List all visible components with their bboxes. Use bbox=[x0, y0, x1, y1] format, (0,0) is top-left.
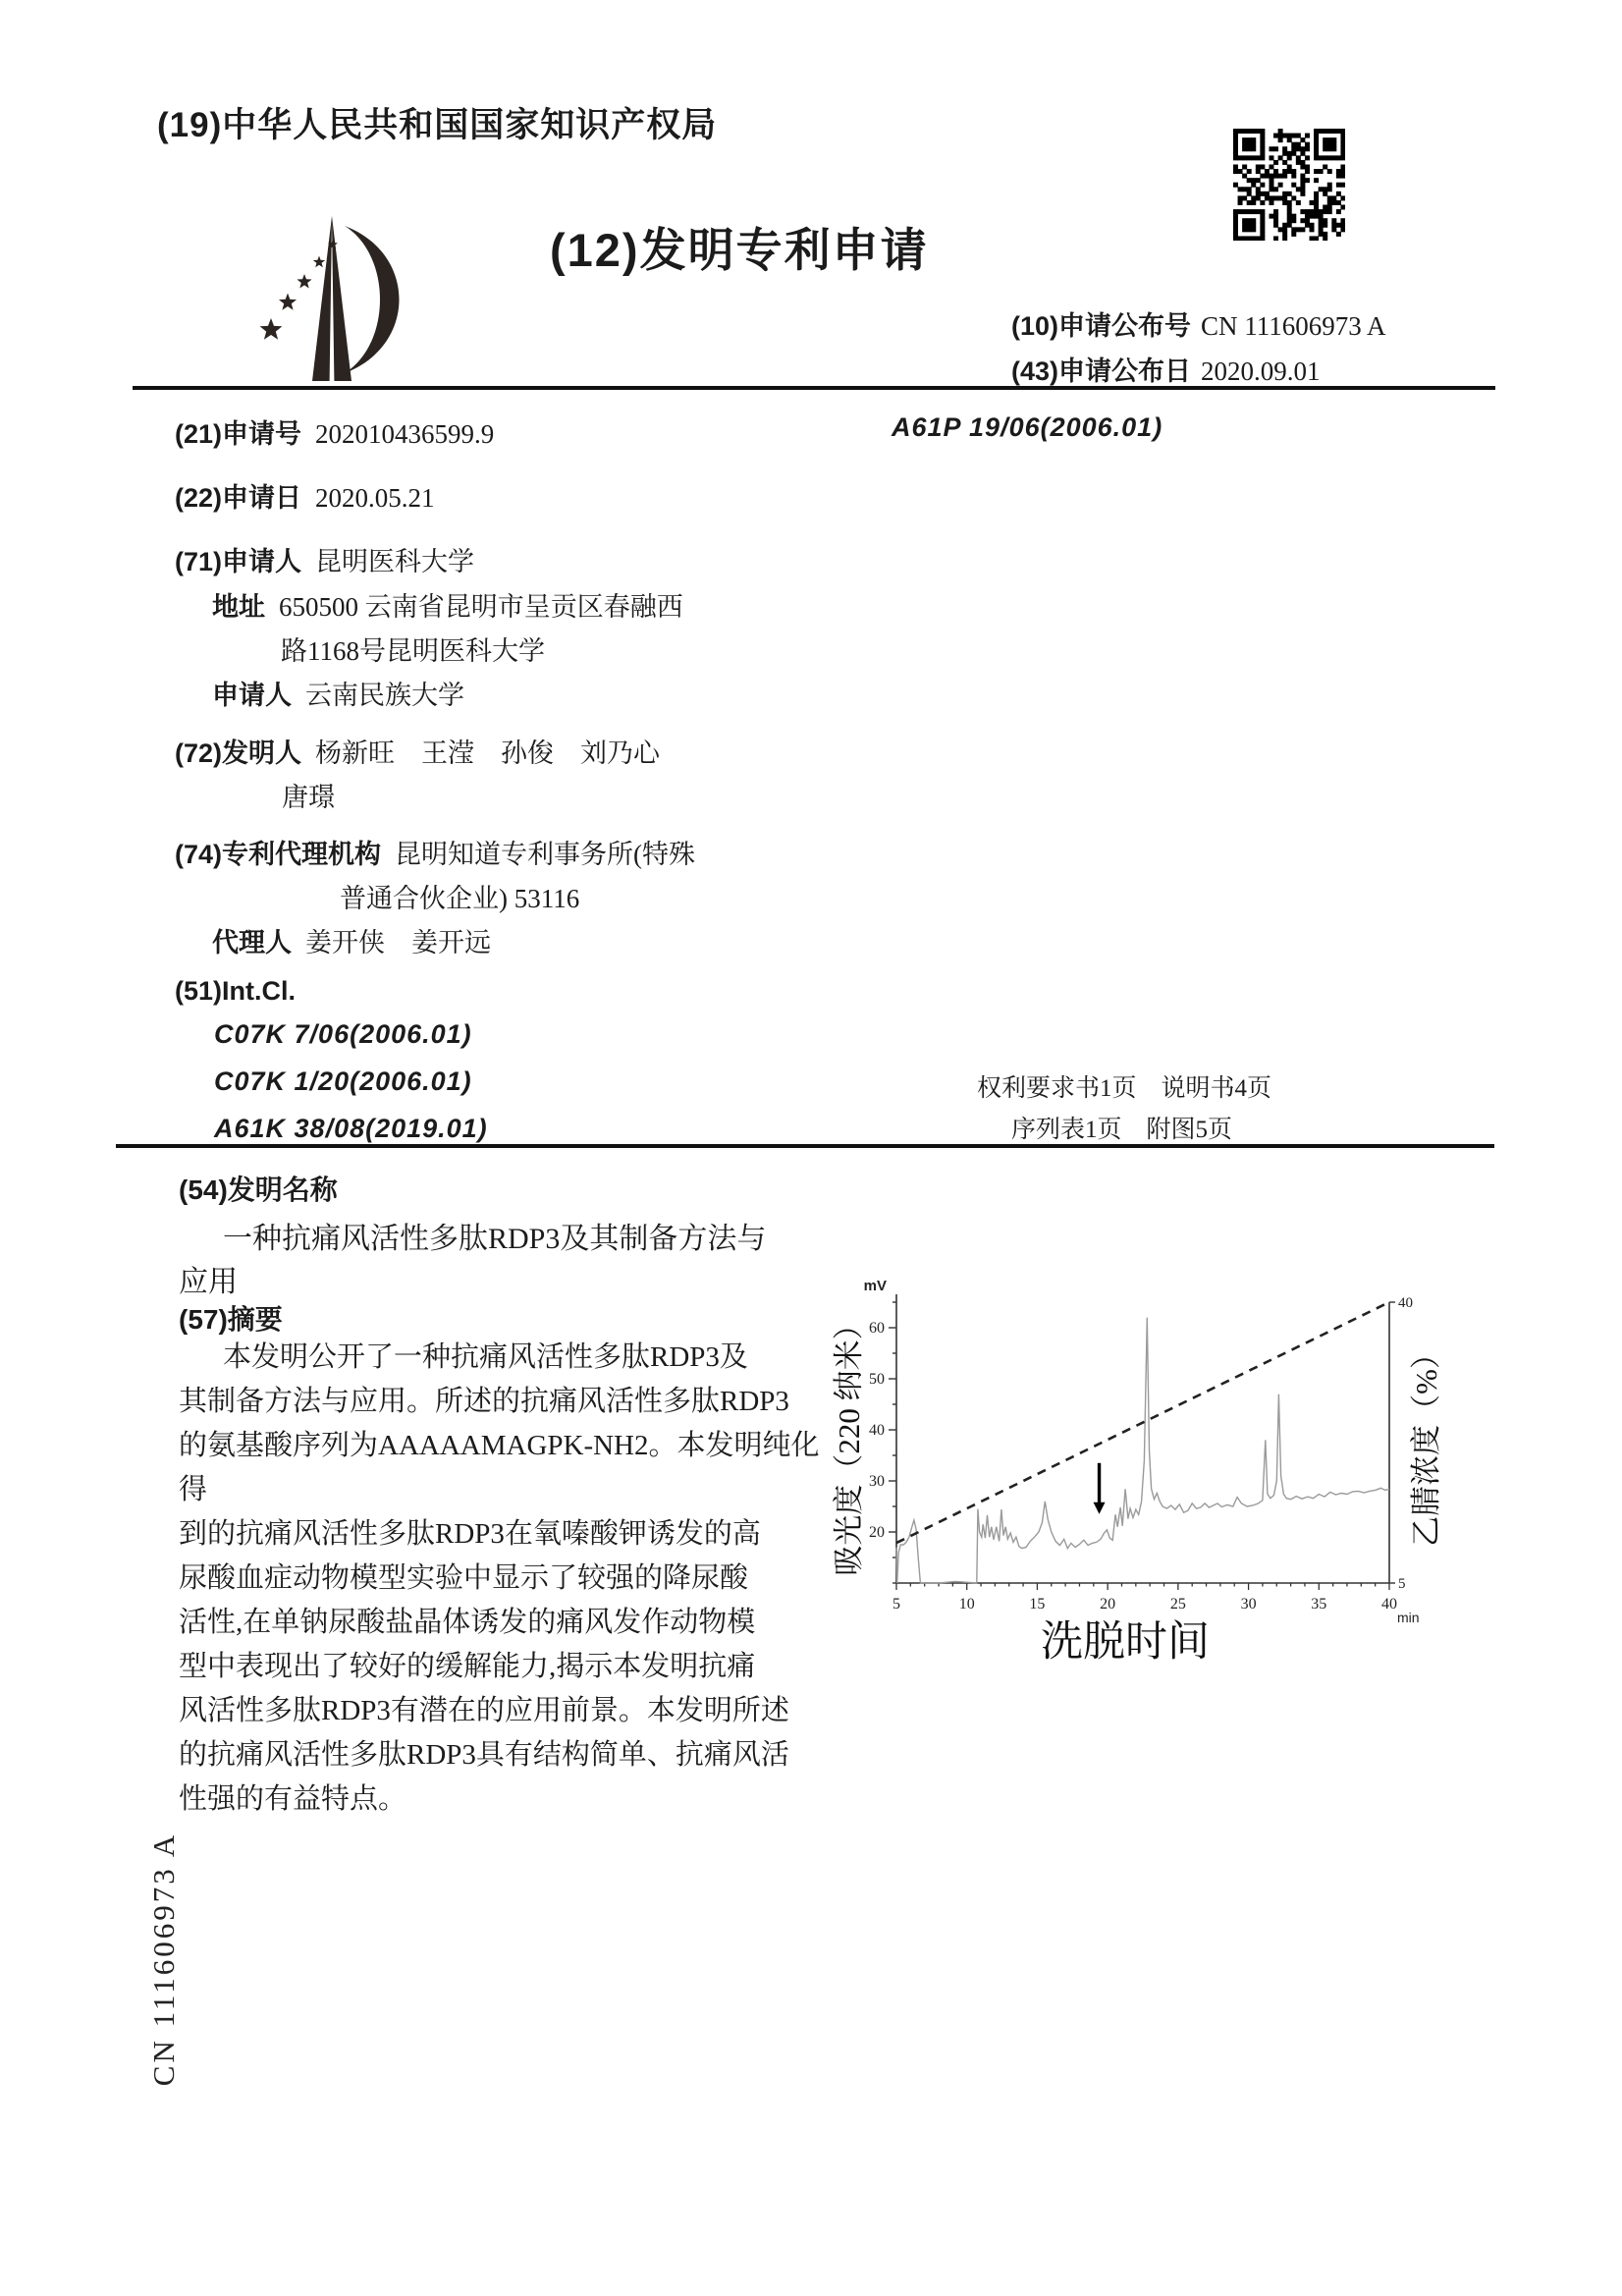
divider-rule-middle bbox=[116, 1144, 1494, 1148]
filing-date: 2020.05.21 bbox=[315, 483, 435, 513]
application-number-label: (21)申请号 bbox=[175, 419, 302, 449]
publication-number-label: (10)申请公布号 bbox=[1011, 311, 1192, 341]
svg-text:10: 10 bbox=[958, 1596, 975, 1613]
address-row bbox=[212, 585, 683, 624]
invention-title-line2: 应用 bbox=[179, 1266, 238, 1298]
applicant-label: (71)申请人 bbox=[175, 547, 302, 576]
applicant-1: 昆明医科大学 bbox=[315, 547, 475, 576]
svg-text:5: 5 bbox=[1398, 1576, 1406, 1592]
address-line2: 路1168号昆明医科大学 bbox=[281, 636, 545, 666]
abstract-line: 性强的有益特点。 bbox=[179, 1783, 407, 1815]
side-publication-code bbox=[130, 1812, 198, 2106]
application-number-row bbox=[175, 412, 494, 451]
svg-text:5: 5 bbox=[892, 1596, 900, 1613]
filing-date-row bbox=[175, 476, 435, 515]
abstract-line: 的抗痛风活性多肽RDP3具有结构简单、抗痛风活 bbox=[179, 1739, 789, 1771]
agency-label: (74)专利代理机构 bbox=[175, 840, 382, 869]
svg-text:20: 20 bbox=[869, 1524, 885, 1541]
address-label: 地址 bbox=[212, 592, 265, 622]
inventors-line1: 杨新旺 王滢 孙俊 刘乃心 bbox=[315, 738, 661, 768]
agency-line2: 普通合伙企业) 53116 bbox=[340, 884, 580, 913]
inventors-line2: 唐璟 bbox=[282, 783, 335, 812]
applicant-2: 云南民族大学 bbox=[305, 681, 464, 710]
svg-text:50: 50 bbox=[869, 1371, 885, 1388]
applicant2-row bbox=[212, 674, 464, 712]
star-icon bbox=[260, 318, 283, 340]
star-icon bbox=[279, 294, 297, 310]
svg-text:20: 20 bbox=[1100, 1596, 1116, 1613]
logo-crescent bbox=[345, 226, 400, 373]
inventors-label: (72)发明人 bbox=[175, 738, 302, 768]
filing-date-label: (22)申请日 bbox=[175, 483, 302, 513]
publication-number: CN 111606973 A bbox=[1201, 311, 1386, 341]
svg-text:吸光度（220 纳米）: 吸光度（220 纳米） bbox=[832, 1309, 866, 1576]
intcl-code: A61K 38/08(2019.01) bbox=[214, 1114, 488, 1143]
abstract-line: 到的抗痛风活性多肽RDP3在氧嗪酸钾诱发的高 bbox=[179, 1518, 761, 1550]
abstract-line: 本发明公开了一种抗痛风活性多肽RDP3及 bbox=[223, 1341, 748, 1373]
star-icon bbox=[313, 256, 325, 268]
abstract-line: 的氨基酸序列为AAAAAMAGPK-NH2。本发明纯化得 bbox=[179, 1430, 820, 1505]
abstract-line: 其制备方法与应用。所述的抗痛风活性多肽RDP3 bbox=[179, 1386, 789, 1417]
svg-text:洗脱时间: 洗脱时间 bbox=[1041, 1619, 1210, 1666]
svg-text:30: 30 bbox=[1240, 1596, 1257, 1613]
abstract-line: 尿酸血症动物模型实验中显示了较强的降尿酸 bbox=[179, 1562, 749, 1594]
svg-text:25: 25 bbox=[1169, 1596, 1186, 1613]
intcl-label: (51)Int.Cl. bbox=[175, 976, 297, 1006]
issuing-office: (19)中华人民共和国国家知识产权局 bbox=[157, 106, 718, 144]
intcl-code-list bbox=[214, 1019, 488, 1161]
svg-text:40: 40 bbox=[869, 1422, 885, 1439]
inventors-row bbox=[175, 732, 660, 770]
intcl-code-right: A61P 19/06(2006.01) bbox=[892, 412, 1163, 442]
applicant-row bbox=[175, 540, 474, 578]
star-icon bbox=[297, 274, 311, 289]
address-line1: 650500 云南省昆明市呈贡区春融西 bbox=[279, 592, 683, 622]
document-type-title: (12)发明专利申请 bbox=[550, 224, 929, 276]
side-publication-code-text: CN 111606973 A bbox=[146, 1831, 182, 2087]
abstract-line: 活性,在单钠尿酸盐晶体诱发的痛风发作动物模 bbox=[179, 1607, 756, 1638]
agent-row bbox=[212, 921, 491, 959]
applicant2-label: 申请人 bbox=[212, 681, 292, 710]
svg-text:35: 35 bbox=[1311, 1596, 1327, 1613]
svg-text:乙腈浓度（%）: 乙腈浓度（%） bbox=[1409, 1339, 1443, 1547]
publication-date: 2020.09.01 bbox=[1201, 356, 1321, 386]
qr-code-icon bbox=[1233, 129, 1345, 241]
abstract-line: 型中表现出了较好的缓解能力,揭示本发明抗痛 bbox=[179, 1651, 756, 1682]
application-number: 202010436599.9 bbox=[315, 419, 495, 449]
agency-row bbox=[175, 833, 695, 871]
intcl-code: C07K 1/20(2006.01) bbox=[214, 1066, 472, 1096]
svg-text:15: 15 bbox=[1029, 1596, 1046, 1613]
invention-title-label: (54)发明名称 bbox=[179, 1175, 338, 1205]
abstract-text bbox=[179, 1336, 842, 1822]
cnipa-logo bbox=[247, 212, 416, 385]
pages-line2: 序列表1页 附图5页 bbox=[1011, 1117, 1233, 1143]
hplc-chromatogram-figure bbox=[830, 1259, 1492, 1676]
svg-text:60: 60 bbox=[869, 1320, 885, 1337]
svg-text:40: 40 bbox=[1398, 1295, 1413, 1311]
publication-date-label: (43)申请公布日 bbox=[1011, 356, 1192, 386]
svg-text:30: 30 bbox=[869, 1473, 885, 1490]
pages-line1: 权利要求书1页 说明书4页 bbox=[977, 1075, 1272, 1102]
agents: 姜开侠 姜开远 bbox=[305, 928, 491, 957]
svg-text:min: min bbox=[1397, 1610, 1420, 1625]
invention-title-line1: 一种抗痛风活性多肽RDP3及其制备方法与 bbox=[223, 1223, 767, 1255]
publication-date-row bbox=[1011, 350, 1321, 388]
svg-text:40: 40 bbox=[1381, 1596, 1397, 1613]
intcl-code: C07K 7/06(2006.01) bbox=[214, 1019, 472, 1049]
svg-text:mV: mV bbox=[863, 1278, 887, 1294]
publication-number-row bbox=[1011, 304, 1386, 343]
abstract-label: (57)摘要 bbox=[179, 1304, 283, 1335]
divider-rule-top bbox=[133, 386, 1495, 390]
agency-line1: 昆明知道专利事务所(特殊 bbox=[395, 840, 696, 869]
abstract-line: 风活性多肽RDP3有潜在的应用前景。本发明所述 bbox=[179, 1695, 789, 1726]
agent-label: 代理人 bbox=[212, 928, 292, 957]
